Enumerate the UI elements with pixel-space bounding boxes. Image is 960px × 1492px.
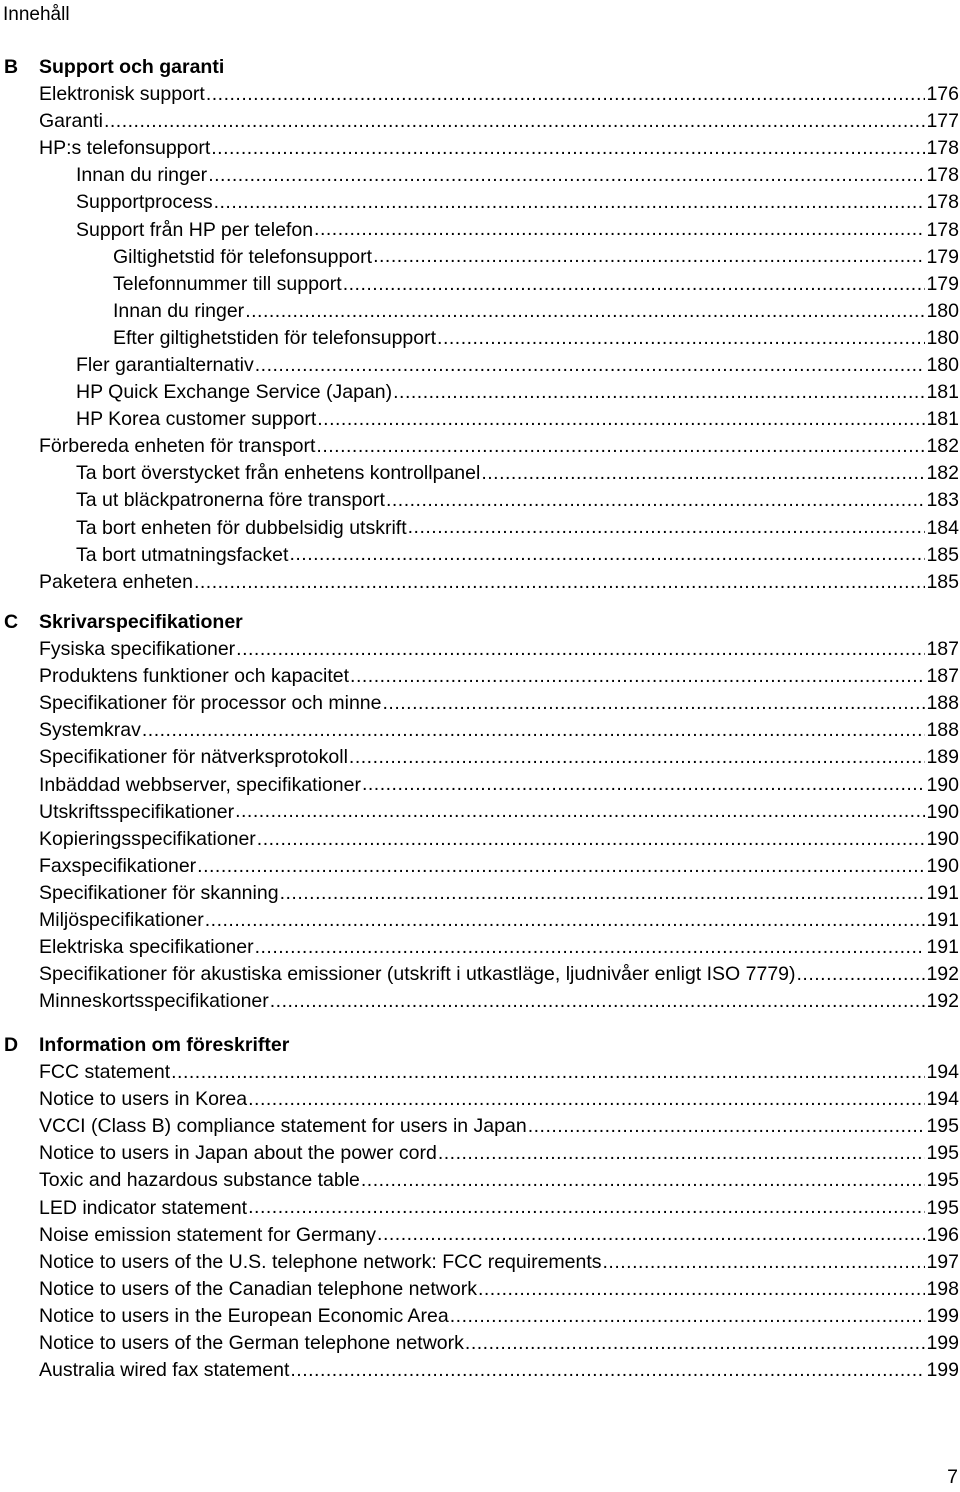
dot-leader bbox=[349, 746, 926, 769]
dot-leader bbox=[289, 543, 925, 566]
toc-entry-page: 182 bbox=[926, 462, 959, 485]
toc-entry-title: Specifikationer för nätverksprotokoll bbox=[39, 746, 348, 769]
toc-entry[interactable] bbox=[0, 298, 960, 325]
dot-leader bbox=[208, 164, 925, 187]
toc-entry[interactable] bbox=[0, 487, 960, 514]
section-heading[interactable] bbox=[0, 54, 960, 81]
toc-section bbox=[0, 609, 960, 1015]
dot-leader bbox=[255, 936, 926, 959]
toc-entry[interactable] bbox=[0, 1357, 960, 1384]
toc-entry-title: Noise emission statement for Germany bbox=[39, 1223, 377, 1246]
dot-leader bbox=[171, 1061, 925, 1084]
toc-entry-page: 190 bbox=[926, 773, 959, 796]
toc-entry[interactable] bbox=[0, 663, 960, 690]
dot-leader bbox=[270, 990, 926, 1013]
toc-entry[interactable] bbox=[0, 379, 960, 406]
toc-entry-page: 188 bbox=[926, 692, 959, 715]
toc-entry-title: Elektronisk support bbox=[39, 83, 205, 106]
toc-entry-title: Giltighetstid för telefonsupport bbox=[113, 245, 373, 268]
toc-entry[interactable] bbox=[0, 880, 960, 907]
dot-leader bbox=[197, 855, 925, 878]
toc-entry-title: Förbereda enheten för transport bbox=[39, 435, 316, 458]
section-heading[interactable] bbox=[0, 609, 960, 636]
toc-entry-title: Ta bort överstycket från enhetens kontrollpanel bbox=[76, 462, 481, 485]
dot-leader bbox=[361, 1169, 926, 1192]
toc-entry-page: 181 bbox=[926, 408, 959, 431]
dot-leader bbox=[465, 1332, 926, 1355]
toc-entry[interactable] bbox=[0, 189, 960, 216]
toc-entry[interactable] bbox=[0, 988, 960, 1015]
toc-entry[interactable] bbox=[0, 771, 960, 798]
section-letter: C bbox=[4, 611, 19, 633]
dot-leader bbox=[478, 1278, 926, 1301]
toc-entry[interactable] bbox=[0, 433, 960, 460]
toc-entry[interactable] bbox=[0, 162, 960, 189]
section-heading[interactable] bbox=[0, 1032, 960, 1059]
dot-leader bbox=[386, 489, 926, 512]
toc-entry-title: LED indicator statement bbox=[39, 1196, 248, 1219]
page-title: Innehåll bbox=[3, 4, 70, 25]
toc-entry-title: Notice to users of the Canadian telephone network bbox=[39, 1277, 477, 1300]
toc-entry-title: Specifikationer för akustiska emissioner (utskrift i utkastläge, ljudnivåer enligt ISO 7779) bbox=[39, 963, 796, 986]
toc-entry[interactable] bbox=[0, 907, 960, 934]
dot-leader bbox=[350, 665, 925, 688]
dot-leader bbox=[206, 83, 926, 106]
dot-leader bbox=[377, 1223, 925, 1246]
section-letter: D bbox=[4, 1034, 19, 1056]
toc-entry[interactable] bbox=[0, 1303, 960, 1330]
dot-leader bbox=[373, 245, 925, 268]
toc-entry[interactable] bbox=[0, 1276, 960, 1303]
toc-entry-page: 180 bbox=[926, 299, 959, 322]
toc-entry-page: 199 bbox=[926, 1359, 959, 1382]
dot-leader bbox=[142, 719, 926, 742]
toc-entry-page: 198 bbox=[926, 1277, 959, 1300]
toc-entry-page: 190 bbox=[926, 827, 959, 850]
toc-entry-page: 178 bbox=[926, 191, 959, 214]
toc-entry-page: 195 bbox=[926, 1169, 959, 1192]
dot-leader bbox=[280, 882, 926, 905]
dot-leader bbox=[236, 638, 925, 661]
toc-entry-title: Supportprocess bbox=[76, 191, 213, 214]
toc-entry[interactable] bbox=[0, 515, 960, 542]
toc-entry-title: Ta bort utmatningsfacket bbox=[76, 543, 289, 566]
toc-entry[interactable] bbox=[0, 961, 960, 988]
toc-entry-title: HP Korea customer support bbox=[76, 408, 317, 431]
toc-entry[interactable] bbox=[0, 569, 960, 596]
toc-entry-page: 184 bbox=[926, 516, 959, 539]
toc-entry-title: Faxspecifikationer bbox=[39, 854, 197, 877]
toc-entry-page: 182 bbox=[926, 435, 959, 458]
toc-entry-page: 178 bbox=[926, 164, 959, 187]
toc-entry-page: 178 bbox=[926, 137, 959, 160]
toc-entry-page: 191 bbox=[926, 908, 959, 931]
toc-entry-title: Miljöspecifikationer bbox=[39, 908, 204, 931]
dot-leader bbox=[257, 828, 926, 851]
dot-leader bbox=[255, 354, 926, 377]
toc-entry[interactable] bbox=[0, 1167, 960, 1194]
dot-leader bbox=[603, 1251, 926, 1274]
toc-entry[interactable] bbox=[0, 853, 960, 880]
toc-entry-page: 199 bbox=[926, 1304, 959, 1327]
toc-entry-title: Innan du ringer bbox=[76, 164, 208, 187]
toc-entry-page: 195 bbox=[926, 1196, 959, 1219]
toc-entry-page: 178 bbox=[926, 218, 959, 241]
toc-entry[interactable] bbox=[0, 271, 960, 298]
dot-leader bbox=[248, 1196, 925, 1219]
toc-entry[interactable] bbox=[0, 216, 960, 243]
toc-entry-title: Utskriftsspecifikationer bbox=[39, 800, 235, 823]
dot-leader bbox=[437, 327, 925, 350]
toc-entry-page: 189 bbox=[926, 746, 959, 769]
toc-entry[interactable] bbox=[0, 1059, 960, 1086]
toc-entry[interactable] bbox=[0, 244, 960, 271]
toc-entry[interactable] bbox=[0, 352, 960, 379]
dot-leader bbox=[245, 300, 925, 323]
toc-entry[interactable] bbox=[0, 744, 960, 771]
toc-section bbox=[0, 1032, 960, 1384]
toc-entry[interactable] bbox=[0, 799, 960, 826]
toc-entry-page: 187 bbox=[926, 638, 959, 661]
toc-entry-page: 180 bbox=[926, 353, 959, 376]
toc-entry-page: 197 bbox=[926, 1250, 959, 1273]
dot-leader bbox=[214, 191, 926, 214]
toc-entry-page: 179 bbox=[926, 245, 959, 268]
dot-leader bbox=[438, 1142, 926, 1165]
section-title: Information om föreskrifter bbox=[39, 1034, 290, 1056]
toc-entry-title: Notice to users of the German telephone network bbox=[39, 1331, 464, 1354]
toc-section bbox=[0, 54, 960, 596]
toc-entry-title: Notice to users in Japan about the power cord bbox=[39, 1142, 437, 1165]
dot-leader bbox=[235, 800, 925, 823]
toc-entry-page: 192 bbox=[926, 990, 959, 1013]
toc-entry-page: 194 bbox=[926, 1061, 959, 1084]
toc-entry-title: Australia wired fax statement bbox=[39, 1359, 290, 1382]
dot-leader bbox=[450, 1305, 926, 1328]
toc-entry-title: Garanti bbox=[39, 110, 103, 133]
toc-entry[interactable] bbox=[0, 1194, 960, 1221]
toc-entry-title: Elektriska specifikationer bbox=[39, 936, 254, 959]
toc-entry-title: Telefonnummer till support bbox=[113, 272, 342, 295]
toc-entry[interactable] bbox=[0, 460, 960, 487]
dot-leader bbox=[211, 137, 925, 160]
dot-leader bbox=[314, 218, 925, 241]
toc-entry-title: Efter giltighetstiden för telefonsupport bbox=[113, 326, 437, 349]
toc-entry-title: HP:s telefonsupport bbox=[39, 137, 211, 160]
toc-entry-page: 176 bbox=[926, 83, 959, 106]
toc-entry[interactable] bbox=[0, 690, 960, 717]
toc-entry[interactable] bbox=[0, 636, 960, 663]
dot-leader bbox=[343, 273, 926, 296]
toc-entry-title: Kopieringsspecifikationer bbox=[39, 827, 256, 850]
toc-entry-page: 199 bbox=[926, 1331, 959, 1354]
toc-entry-title: Specifikationer för processor och minne bbox=[39, 692, 382, 715]
toc-entry[interactable] bbox=[0, 934, 960, 961]
toc-entry[interactable] bbox=[0, 1222, 960, 1249]
section-title: Skrivarspecifikationer bbox=[39, 611, 243, 633]
dot-leader bbox=[194, 571, 926, 594]
toc-entry-page: 192 bbox=[926, 963, 959, 986]
toc-entry-page: 194 bbox=[926, 1088, 959, 1111]
toc-entry[interactable] bbox=[0, 81, 960, 108]
toc-entry-page: 196 bbox=[926, 1223, 959, 1246]
dot-leader bbox=[393, 381, 925, 404]
toc-entry-title: Produktens funktioner och kapacitet bbox=[39, 665, 350, 688]
toc-entry-title: Notice to users in Korea bbox=[39, 1088, 248, 1111]
dot-leader bbox=[316, 435, 925, 458]
dot-leader bbox=[797, 963, 926, 986]
dot-leader bbox=[248, 1088, 925, 1111]
toc-entry-page: 181 bbox=[926, 381, 959, 404]
toc-entry-title: Specifikationer för skanning bbox=[39, 881, 279, 904]
dot-leader bbox=[408, 516, 926, 539]
toc-entry[interactable] bbox=[0, 1140, 960, 1167]
toc-entry-title: Ta bort enheten för dubbelsidig utskrift bbox=[76, 516, 407, 539]
toc-entry[interactable] bbox=[0, 108, 960, 135]
section-letter: B bbox=[4, 56, 19, 78]
toc-entry-page: 185 bbox=[926, 543, 959, 566]
toc-entry[interactable] bbox=[0, 406, 960, 433]
dot-leader bbox=[481, 462, 925, 485]
toc-entry-title: FCC statement bbox=[39, 1061, 171, 1084]
toc-entry[interactable] bbox=[0, 1249, 960, 1276]
toc-entry-page: 187 bbox=[926, 665, 959, 688]
toc-entry-title: Inbäddad webbserver, specifikationer bbox=[39, 773, 361, 796]
toc-entry-title: Notice to users in the European Economic Area bbox=[39, 1304, 449, 1327]
toc-entry-title: VCCI (Class B) compliance statement for users in Japan bbox=[39, 1115, 527, 1138]
toc-entry-page: 185 bbox=[926, 570, 959, 593]
toc-entry-title: Minneskortsspecifikationer bbox=[39, 990, 269, 1013]
toc-entry-page: 183 bbox=[926, 489, 959, 512]
toc-entry-title: Fler garantialternativ bbox=[76, 353, 254, 376]
toc-entry-title: Support från HP per telefon bbox=[76, 218, 314, 241]
toc-entry-page: 180 bbox=[926, 326, 959, 349]
toc-entry-title: Notice to users of the U.S. telephone network: FCC requirements bbox=[39, 1250, 602, 1273]
dot-leader bbox=[104, 110, 926, 133]
toc-entry-page: 195 bbox=[926, 1115, 959, 1138]
toc-entry-page: 191 bbox=[926, 881, 959, 904]
toc-entry[interactable] bbox=[0, 135, 960, 162]
toc-entry-page: 179 bbox=[926, 272, 959, 295]
dot-leader bbox=[205, 909, 926, 932]
dot-leader bbox=[317, 408, 925, 431]
toc-entry-page: 177 bbox=[926, 110, 959, 133]
dot-leader bbox=[290, 1359, 925, 1382]
toc-entry[interactable] bbox=[0, 717, 960, 744]
toc-entry[interactable] bbox=[0, 1330, 960, 1357]
toc-entry-title: Toxic and hazardous substance table bbox=[39, 1169, 360, 1192]
dot-leader bbox=[528, 1115, 926, 1138]
toc-entry[interactable] bbox=[0, 325, 960, 352]
section-title: Support och garanti bbox=[39, 56, 225, 78]
toc-entry-title: Systemkrav bbox=[39, 719, 141, 742]
toc-entry[interactable] bbox=[0, 542, 960, 569]
dot-leader bbox=[362, 773, 926, 796]
toc-entry-page: 188 bbox=[926, 719, 959, 742]
toc-entry[interactable] bbox=[0, 1086, 960, 1113]
toc-entry[interactable] bbox=[0, 826, 960, 853]
toc-entry-title: Ta ut bläckpatronerna före transport bbox=[76, 489, 385, 512]
toc-entry-title: Paketera enheten bbox=[39, 570, 193, 593]
toc-entry[interactable] bbox=[0, 1113, 960, 1140]
toc-entry-page: 190 bbox=[926, 800, 959, 823]
toc-entry-page: 191 bbox=[926, 936, 959, 959]
toc-entry-page: 190 bbox=[926, 854, 959, 877]
toc-entry-title: Fysiska specifikationer bbox=[39, 638, 236, 661]
toc-entry-page: 195 bbox=[926, 1142, 959, 1165]
page-number: 7 bbox=[947, 1466, 958, 1488]
dot-leader bbox=[383, 692, 926, 715]
toc-entry-title: HP Quick Exchange Service (Japan) bbox=[76, 381, 393, 404]
toc-entry-title: Innan du ringer bbox=[113, 299, 245, 322]
